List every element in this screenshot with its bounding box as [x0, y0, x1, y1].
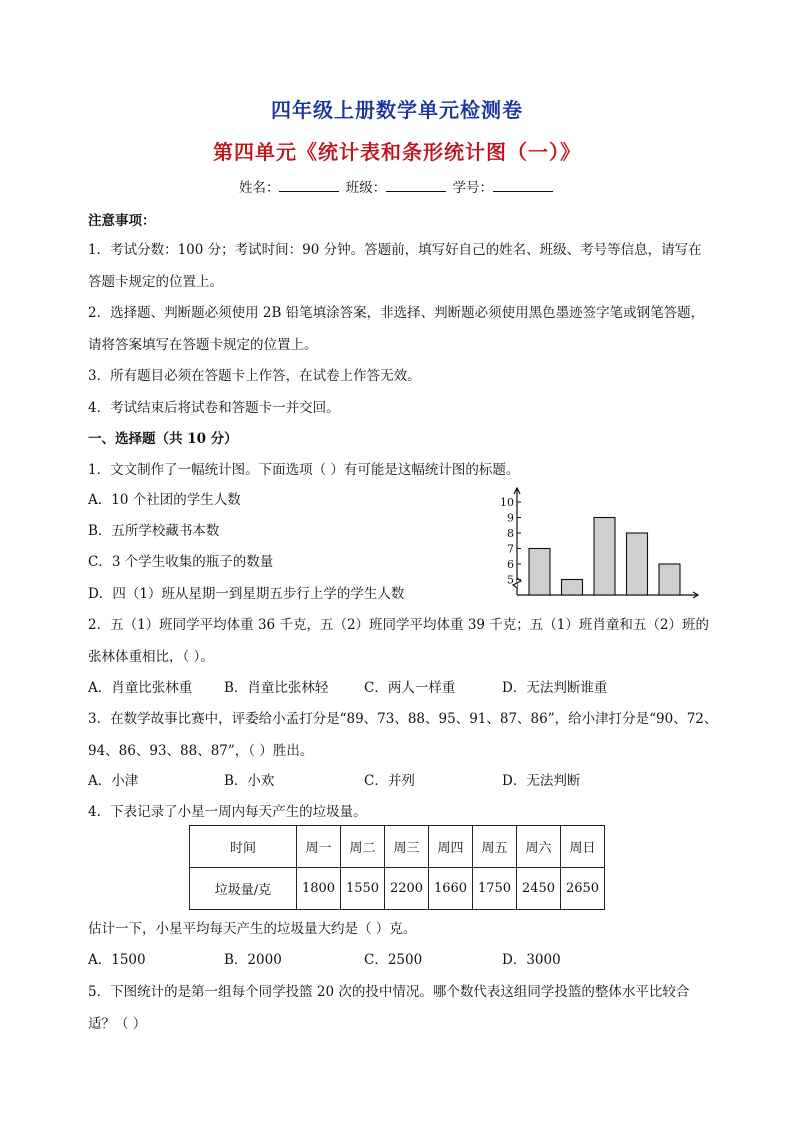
q2-option-d[interactable]: D．无法判断谁重 [502, 680, 608, 696]
q4-question: 估计一下，小星平均每天产生的垃圾量大约是（ ）克。 [88, 921, 417, 937]
q4-option-b[interactable]: B．2000 [224, 952, 282, 968]
table-header-cell: 周日 [561, 826, 605, 868]
q2-stem: 张林体重相比，（ ）。 [88, 649, 214, 665]
section-heading: 一、选择题（共 10 分） [88, 431, 238, 447]
q2-option-c[interactable]: C．两人一样重 [364, 680, 456, 696]
y-tick-label: 10 [500, 496, 514, 509]
table-header-cell: 周三 [385, 826, 429, 868]
bar [594, 518, 615, 596]
note-line: 请将答案填写在答题卡规定的位置上。 [88, 337, 318, 353]
bar [529, 549, 550, 596]
table-cell: 1800 [297, 868, 341, 910]
y-tick-label: 7 [507, 542, 514, 556]
q1-stem: 1．文文制作了一幅统计图。下面选项（ ）有可能是这幅统计图的标题。 [88, 462, 520, 478]
bar [627, 533, 648, 595]
q3-option-a[interactable]: A．小津 [88, 773, 139, 789]
student-info-line [0, 176, 794, 196]
q4-option-c[interactable]: C．2500 [364, 952, 423, 968]
exam-title: 四年级上册数学单元检测卷 [271, 98, 523, 122]
q2-option-a[interactable]: A．肖童比张林重 [88, 680, 193, 696]
q3-option-c[interactable]: C．并列 [364, 773, 415, 789]
table-cell: 2650 [561, 868, 605, 910]
note-line: 2．选择题、判断题必须使用 2B 铅笔填涂答案，非选择、判断题必须使用黑色墨迹签字笔或钢笔答题， [88, 305, 705, 321]
bar [562, 580, 583, 596]
name-blank[interactable] [279, 179, 339, 192]
bar-chart [493, 487, 703, 602]
q5-stem: 适？（ ） [88, 1016, 147, 1032]
table-cell: 1750 [473, 868, 517, 910]
q3-stem: 3．在数学故事比赛中，评委给小孟打分是“89、73、88、95、91、87、86”，给小津打分是“90、72、 [88, 711, 718, 727]
unit-title: 第四单元《统计表和条形统计图（一）》 [213, 140, 581, 164]
q1-option-a[interactable]: A．10 个社团的学生人数 [88, 492, 241, 508]
table-row [190, 868, 605, 910]
class-label: 班级： [345, 180, 387, 196]
q4-option-a[interactable]: A．1500 [88, 952, 146, 968]
note-line: 答题卡规定的位置上。 [88, 274, 223, 290]
q1-option-c[interactable]: C．3 个学生收集的瓶子的数量 [88, 554, 274, 570]
q1-option-b[interactable]: B．五所学校藏书本数 [88, 523, 220, 539]
name-label: 姓名： [238, 180, 280, 196]
table-header-cell: 周四 [429, 826, 473, 868]
y-tick-label: 6 [507, 558, 514, 571]
q3-stem: 94、86、93、88、87”，（ ）胜出。 [88, 743, 314, 759]
table-cell: 1550 [341, 868, 385, 910]
garbage-table [189, 825, 605, 910]
y-tick-label: 5 [507, 573, 514, 587]
q2-option-b[interactable]: B．肖童比张林轻 [224, 680, 329, 696]
q3-option-d[interactable]: D．无法判断 [502, 773, 581, 789]
note-line: 3．所有题目必须在答题卡上作答，在试卷上作答无效。 [88, 368, 421, 384]
q4-stem: 4．下表记录了小星一周内每天产生的垃圾量。 [88, 804, 367, 820]
q5-stem: 5．下图统计的是第一组每个同学投篮 20 次的投中情况。哪个数代表这组同学投篮的整体水平比较合 [88, 984, 690, 1000]
q2-stem: 2．五（1）班同学平均体重 36 千克，五（2）班同学平均体重 39 千克；五（1）班肖童和五（2）班的 [88, 617, 709, 633]
table-header-cell: 周二 [341, 826, 385, 868]
table-header-cell: 周一 [297, 826, 341, 868]
note-line: 4．考试结束后将试卷和答题卡一并交回。 [88, 400, 340, 416]
table-header-cell: 周六 [517, 826, 561, 868]
q3-option-b[interactable]: B．小欢 [224, 773, 275, 789]
q1-option-d[interactable]: D．四（1）班从星期一到星期五步行上学的学生人数 [88, 586, 405, 602]
id-blank[interactable] [493, 179, 553, 192]
q4-option-d[interactable]: D．3000 [502, 952, 561, 968]
table-cell: 垃圾量/克 [190, 868, 297, 910]
id-label: 学号： [452, 180, 494, 196]
table-cell: 1660 [429, 868, 473, 910]
notes-heading: 注意事项： [88, 213, 156, 229]
note-line: 1．考试分数：100 分；考试时间：90 分钟。答题前，填写好自己的姓名、班级、考号等信息，请写在 [88, 242, 702, 258]
table-cell: 2200 [385, 868, 429, 910]
table-cell: 2450 [517, 868, 561, 910]
y-tick-label: 9 [507, 511, 514, 525]
table-header-cell: 时间 [190, 826, 297, 868]
table-header-row [190, 826, 605, 868]
class-blank[interactable] [386, 179, 446, 192]
table-header-cell: 周五 [473, 826, 517, 868]
bar [659, 564, 680, 595]
y-tick-label: 8 [507, 527, 514, 540]
